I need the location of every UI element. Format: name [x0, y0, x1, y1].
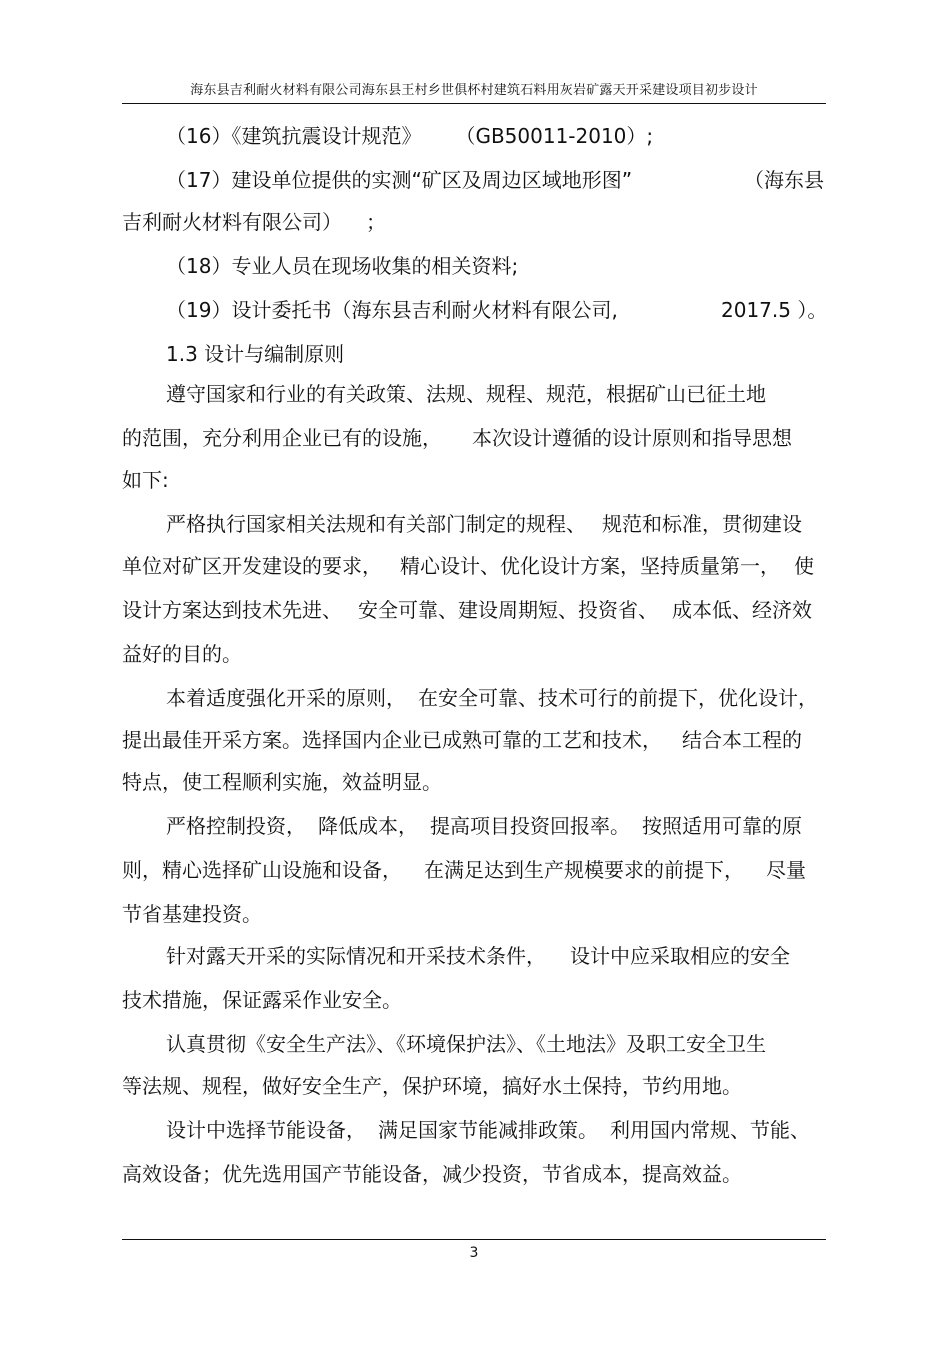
paragraph-4-line-3: 节省基建投资。	[122, 902, 262, 926]
reference-16-title: （16）《建筑抗震设计规范》	[166, 124, 422, 148]
paragraph-5-line-1: 针对露天开采的实际情况和开采技术条件， 设计中应采取相应的安全	[166, 944, 790, 968]
page-number: 3	[469, 1245, 479, 1261]
running-header: 海东县吉利耐火材料有限公司海东县王村乡世俱杯村建筑石料用灰岩矿露天开采建设项目初步设计	[190, 83, 758, 98]
paragraph-3-line-1: 本着适度强化开采的原则， 在安全可靠、技术可行的前提下，优化设计，	[166, 686, 818, 710]
reference-16	[166, 122, 653, 150]
paragraph-1-line-1: 遵守国家和行业的有关政策、法规、规程、规范，根据矿山已征土地	[166, 382, 766, 406]
paragraph-3-line-2: 提出最佳开采方案。选择国内企业已成熟可靠的工艺和技术， 结合本工程的	[122, 728, 802, 752]
paragraph-1-line-2: 的范围，充分利用企业已有的设施， 本次设计遵循的设计原则和指导思想	[122, 426, 792, 450]
reference-17-line-1	[166, 166, 632, 194]
reference-16-code: （GB50011-2010）;	[455, 124, 654, 148]
paragraph-7-line-1: 设计中选择节能设备， 满足国家节能减排政策。 利用国内常规、节能、	[166, 1118, 810, 1142]
paragraph-2-line-1: 严格执行国家相关法规和有关部门制定的规程、 规范和标准，贯彻建设	[166, 512, 802, 536]
reference-19-date: 2017.5 ）。	[721, 298, 828, 322]
paragraph-5-line-2: 技术措施，保证露采作业安全。	[122, 988, 402, 1012]
reference-17-org-start: （海东县	[744, 168, 824, 192]
reference-18: （18）专业人员在现场收集的相关资料;	[166, 254, 519, 278]
paragraph-4-line-1: 严格控制投资， 降低成本， 提高项目投资回报率。 按照适用可靠的原	[166, 814, 802, 838]
reference-17-line-2: 吉利耐火材料有限公司） ；	[122, 210, 386, 234]
paragraph-3-line-3: 特点，使工程顺利实施，效益明显。	[122, 770, 442, 794]
paragraph-2-line-3: 设计方案达到技术先进、 安全可靠、建设周期短、投资省、 成本低、经济效	[122, 598, 812, 622]
reference-19: （19）设计委托书（海东县吉利耐火材料有限公司,	[166, 298, 618, 322]
paragraph-6-line-1: 认真贯彻《安全生产法》、《环境保护法》、《土地法》及职工安全卫生	[166, 1032, 766, 1056]
paragraph-6-line-2: 等法规、规程，做好安全生产，保护环境，搞好水土保持，节约用地。	[122, 1074, 742, 1098]
paragraph-2-line-2: 单位对矿区开发建设的要求， 精心设计、优化设计方案，坚持质量第一， 使	[122, 554, 814, 578]
paragraph-1-line-3: 如下:	[122, 468, 169, 492]
reference-17-text: （17）建设单位提供的实测“矿区及周边区域地形图”	[166, 168, 633, 192]
paragraph-4-line-2: 则，精心选择矿山设施和设备， 在满足达到生产规模要求的前提下， 尽量	[122, 858, 806, 882]
section-heading: 1.3 设计与编制原则	[166, 342, 345, 366]
reference-17-org: 吉利耐火材料有限公司）	[122, 210, 342, 234]
paragraph-2-line-4: 益好的目的。	[122, 642, 242, 666]
paragraph-7-line-2: 高效设备；优先选用国产节能设备，减少投资，节省成本，提高效益。	[122, 1162, 742, 1186]
header-divider	[122, 103, 826, 104]
footer-divider	[122, 1239, 826, 1240]
